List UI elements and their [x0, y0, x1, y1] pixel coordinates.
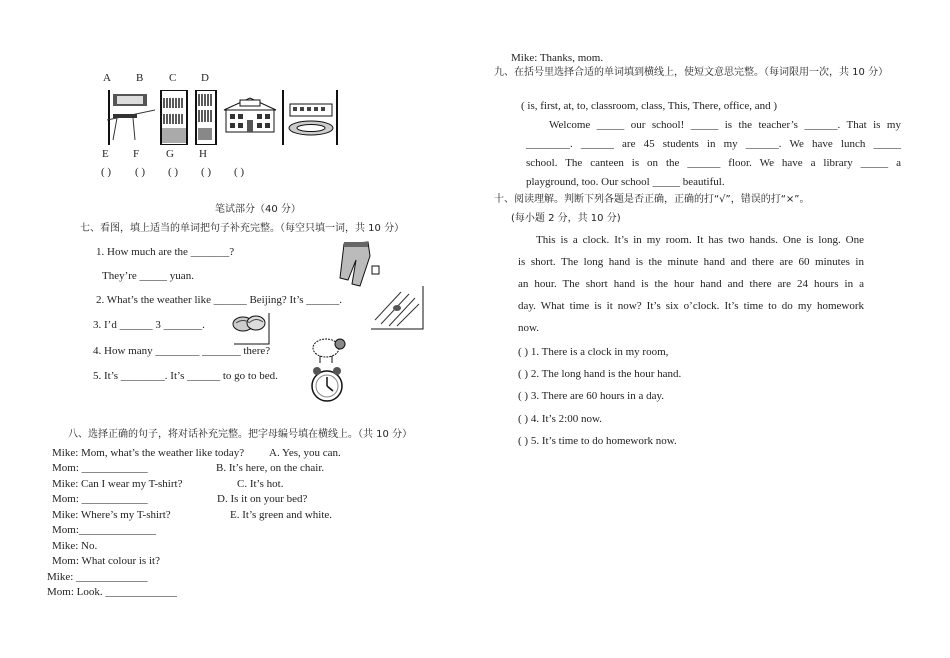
- answer-bracket[interactable]: ( ): [168, 166, 179, 178]
- cloze-line: school. The canteen is on the ______ floor. We have a library _____ a: [526, 157, 901, 169]
- dialogue-line: Mom: Look. _____________: [47, 586, 177, 598]
- dialogue-line: Mom: ____________: [52, 462, 148, 474]
- classroom-picture: [107, 90, 155, 145]
- dialogue-line: Mike: No.: [52, 540, 98, 552]
- judgement-item[interactable]: ( ) 2. The long hand is the hour hand.: [518, 368, 682, 380]
- option-d: D. Is it on your bed?: [217, 493, 308, 505]
- answer-bracket[interactable]: ( ): [101, 166, 112, 178]
- answer-bracket[interactable]: ( ): [135, 166, 146, 178]
- dialogue-line: Mike: Mom, what’s the weather like today?: [52, 447, 245, 459]
- judgement-item[interactable]: ( ) 3. There are 60 hours in a day.: [518, 390, 665, 402]
- answer-bracket[interactable]: ( ): [201, 166, 212, 178]
- section-10-title: 十、阅读理解。判断下列各题是否正确，正确的打“√”，错误的打“×”。: [494, 194, 810, 205]
- letter-b: B: [136, 72, 144, 84]
- cloze-line: Welcome _____ our school! _____ is the teacher’s ______. That is my: [549, 119, 901, 131]
- letter-h: H: [199, 148, 207, 160]
- playground-picture: [282, 90, 338, 145]
- section-8-title: 八、选择正确的句子，将对话补充完整。把字母编号填在横线上。（共 10 分）: [68, 429, 413, 440]
- letter-f: F: [133, 148, 140, 160]
- dialogue-line: Mike: Can I wear my T-shirt?: [52, 478, 183, 490]
- cloze-line: ________. ______ are 45 students in my ______. We have lunch _____: [526, 138, 901, 150]
- sheep-picture: [308, 332, 348, 366]
- judgement-item[interactable]: ( ) 1. There is a clock in my room,: [518, 346, 669, 358]
- dialogue-line: Mom:______________: [52, 524, 156, 536]
- option-a: A. Yes, you can.: [269, 447, 341, 459]
- dialogue-line: Mom: What colour is it?: [52, 555, 160, 567]
- letter-c: C: [169, 72, 177, 84]
- section-7-title: 七、看图，填上适当的单词把句子补充完整。（每空只填一词，共 10 分）: [80, 223, 405, 234]
- letter-g: G: [166, 148, 174, 160]
- library-picture: [160, 90, 188, 145]
- q7-1: 1. How much are the _______?: [96, 246, 235, 258]
- trousers-picture: [338, 240, 382, 288]
- clock-picture: [309, 366, 345, 404]
- q7-1-answer: They’re _____ yuan.: [102, 270, 194, 282]
- cloze-line: playground, too. Our school _____ beautiful.: [526, 176, 725, 188]
- dialogue-line: Mike: Thanks, mom.: [511, 52, 604, 64]
- letter-d: D: [201, 72, 209, 84]
- reading-passage-line: now.: [518, 322, 539, 334]
- reading-passage-line: day. What time is it now? It’s six o’clock. It’s time to do my homework: [518, 300, 864, 312]
- section-10-subtitle: (每小题 2 分，共 10 分): [511, 213, 621, 224]
- option-b: B. It’s here, on the chair.: [216, 462, 325, 474]
- q7-5: 5. It’s ________. It’s ______ to go to bed.: [93, 370, 278, 382]
- q7-3: 3. I’d ______ 3 _______.: [93, 319, 205, 331]
- school-building-picture: [222, 96, 278, 134]
- reading-passage-line: an hour. The short hand is the hour hand and there are 24 hours in a: [518, 278, 864, 290]
- windy-weather-picture: [371, 286, 425, 330]
- written-part-title: 笔试部分（40 分）: [215, 204, 301, 215]
- word-bank: ( is, first, at, to, classroom, class, This, There, office, and ): [521, 100, 777, 112]
- reading-passage-line: This is a clock. It’s in my room. It has two hands. One is long. One: [536, 234, 864, 246]
- dialogue-line: Mom: ____________: [52, 493, 148, 505]
- option-e: E. It’s green and white.: [230, 509, 333, 521]
- dialogue-line: Mike: _____________: [47, 571, 148, 583]
- letter-e: E: [102, 148, 109, 160]
- judgement-item[interactable]: ( ) 4. It’s 2:00 now.: [518, 413, 602, 425]
- q7-2: 2. What’s the weather like ______ Beijing? It’s ______.: [96, 294, 343, 306]
- letter-a: A: [103, 72, 111, 84]
- bread-picture: [230, 313, 270, 345]
- section-9-title: 九、在括号里选择合适的单词填到横线上，使短文意思完整。（每词限用一次，共 10 分）: [494, 67, 889, 78]
- judgement-item[interactable]: ( ) 5. It’s time to do homework now.: [518, 435, 677, 447]
- answer-bracket[interactable]: ( ): [234, 166, 245, 178]
- reading-passage-line: is short. The long hand is the minute hand and there are 60 minutes in: [518, 256, 864, 268]
- q7-4: 4. How many ________ _______ there?: [93, 345, 271, 357]
- dialogue-line: Mike: Where’s my T-shirt?: [52, 509, 171, 521]
- option-c: C. It’s hot.: [237, 478, 284, 490]
- bookshelf-picture: [195, 90, 217, 145]
